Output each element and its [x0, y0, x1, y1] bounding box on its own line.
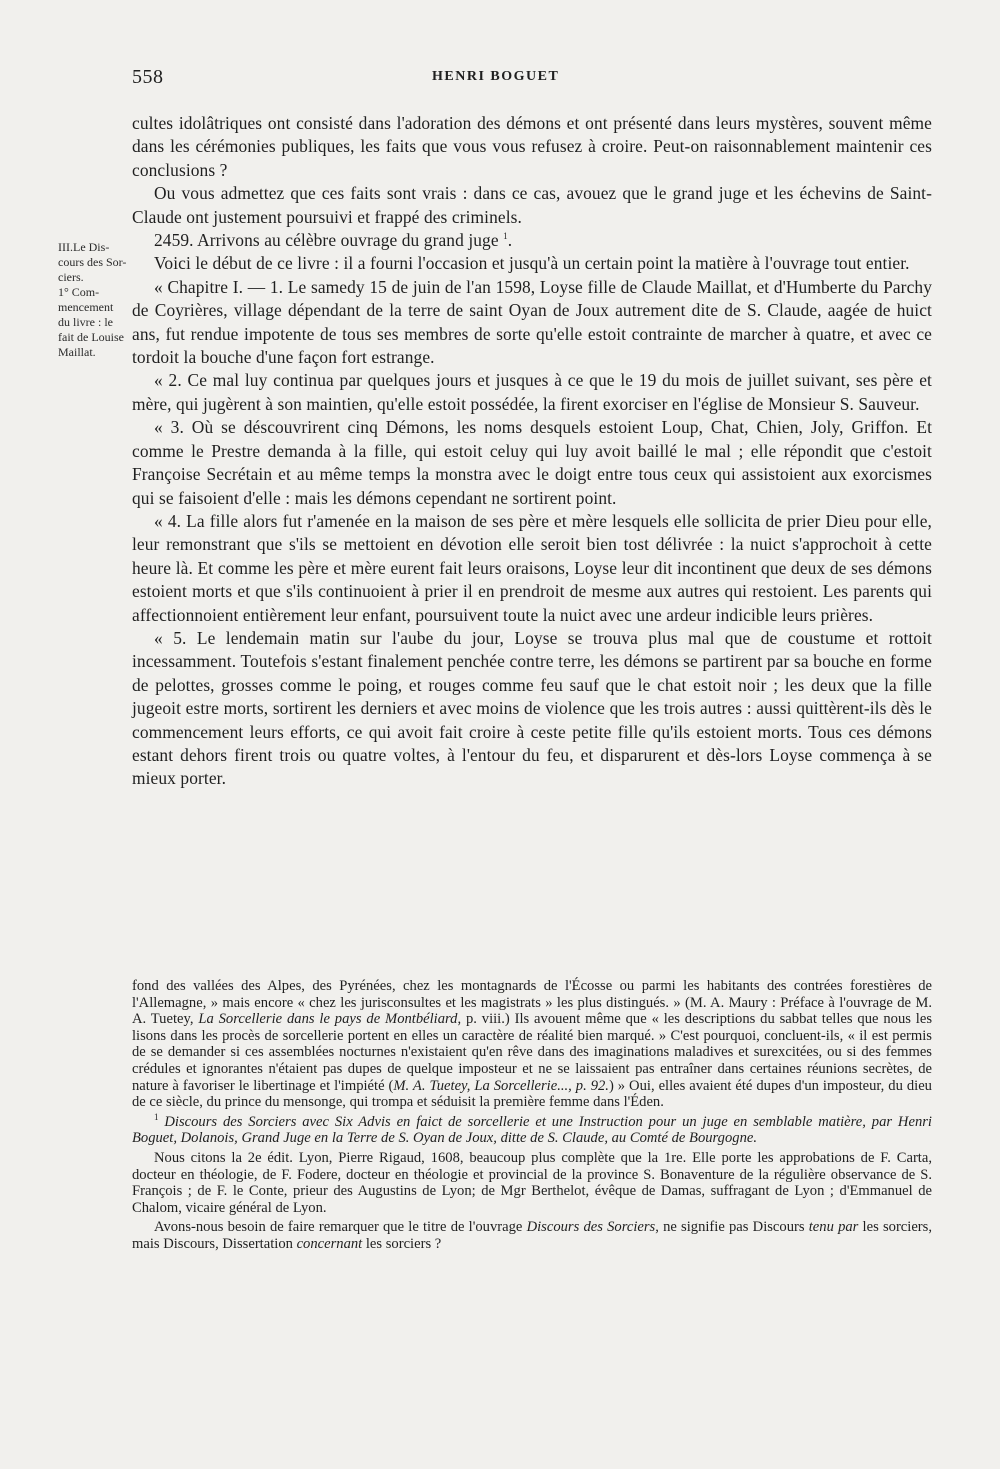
footnote-paragraph: Nous citons la 2e édit. Lyon, Pierre Rigaud, 1608, beaucoup plus complète que la 1re. Elle porte les approbations de F. Carta, docteur en théologie, de F. Fodere, docteur en théologie et provincial de la province S. Bonaventure de la régulière observance de S. François ; de F. le Conte, prieur des Augustins de Lyon; de Mgr Berthelot, évêque de Damas, suffragant de Lyon ; d'Emmanuel de Chalom, vicaire général de Lyon. — [132, 1149, 932, 1216]
paragraph: « 5. Le lendemain matin sur l'aube du jour, Loyse se trouva plus mal que de coustume et rottoit incessamment. Toutefois s'estant finalement penchée contre terre, les démons se partirent par sa bouche en forme de pelottes, grosses comme le poing, et rouges comme feu sauf que le chat estoit noir ; les deux que la fille jugeoit estre morts, sortirent les derniers et avec moins de violence que les trois autres : aussi quittèrent-ils dès le commencement leurs efforts, ce qui avoit fait croire à ceste petite fille qu'ils estoient morts. Tous ces démons estant dehors firent trois ou quatre voltes, à l'entour du feu, et disparurent et dès-lors Loyse commença à se mieux porter. — [132, 627, 932, 789]
footnote-1 — [132, 1111, 932, 1147]
punctuation: . — [507, 230, 513, 251]
section-text: 2459. Arrivons au célèbre ouvrage du grand juge — [154, 230, 499, 251]
margin-note-line: du livre : le — [58, 315, 113, 329]
paragraph: cultes idolâtriques ont consisté dans l'adoration des démons et ont présenté dans leurs mystères, souvent même dans les cérémonies publiques, les faits que vous vous refusez à croire. Peut-on raisonnablement maintenir ces conclusions ? — [132, 113, 932, 180]
section-heading-paragraph — [132, 229, 932, 252]
margin-note-line: Maillat. — [58, 345, 96, 359]
margin-note-line: mencement — [58, 300, 114, 314]
footnote-italic: La Sorcellerie dans le pays de Montbéliard — [198, 1011, 458, 1028]
margin-note-line: fait de Louise — [58, 330, 124, 344]
footnote-italic: Discours des Sorciers — [526, 1219, 656, 1236]
paragraph: « 4. La fille alors fut r'amenée en la maison de ses père et mère lesquels elle sollicita de prier Dieu pour elle, leur remonstrant que s'ils se mettoient en dévotion elle seroit bien tost délivrée : la nuict s'approchoit à cette heure là. Et comme les père et mère eurent fait leurs oraisons, Loyse leur dit incontinent que deux de ses démons estoient morts et que s'ils continuoient à prier il en prendroit de mesme aux autres qui restoient. Les parents qui affectionnoient entièrement leur enfant, poursuivent toute la nuict avec une ardeur indicible leurs prières. — [132, 510, 932, 625]
footnote-text: , p. viii.) Ils avouent même que « les descriptions du sabbat telles que nous les lisons dans les procès de sorcellerie portent en elles un caractère de réalité bien marqué. » C'est pourquoi, concluent-ils, « il est permis de se demander si ces assemblées nocturnes n'existaient qu'en rêve dans des imaginations maladives et surexcitées, ou si des femmes crédules et ignorantes n'étaient pas dupes de quelque imposteur et ne se laissaient pas entraîner dans certaines réunions secrètes, de nature à favoriser le libertinage et l'impiété ( — [132, 1011, 932, 1094]
footnote-text: fond des vallées des Alpes, des Pyrénées, chez les montagnards de l'Écosse ou parmi les habitants des contrées forestières de l'Allemagne, » mais encore « chez les jurisconsultes et les magistrats » les plus distingués. » (M. A. Maury : Préface à l'ouvrage de M. A. Tuetey, — [132, 978, 932, 1028]
paragraph: Ou vous admettez que ces faits sont vrais : dans ce cas, avouez que le grand juge et les échevins de Saint-Claude ont justement poursuivi et frappé des criminels. — [132, 183, 932, 227]
footnote-ref: 1 — [503, 231, 508, 242]
footnote-italic: concernant — [296, 1235, 363, 1252]
footnote-text: les sorciers ? — [362, 1235, 442, 1252]
main-text — [132, 112, 932, 791]
footnote-text: , ne signifie pas Discours — [655, 1219, 809, 1236]
running-title: HENRI BOGUET — [432, 69, 560, 84]
footnote-italic: tenu par — [808, 1219, 859, 1236]
paragraph: Voici le début de ce livre : il a fourni l'occasion et jusqu'à un certain point la matière à l'ouvrage tout entier. — [154, 253, 910, 274]
footnote-italic: Discours des Sorciers avec Six Advis en faict de sorcellerie et une Instruction pour un juge en semblable matière, par Henri Boguet, Dolanois, Grand Juge en la Terre de S. Oyan de Joux, ditte de S. Claude, au Comté de Bourgogne. — [132, 1113, 932, 1147]
footnotes — [132, 978, 932, 1253]
paragraph: « 2. Ce mal luy continua par quelques jours et jusques à ce que le 19 du mois de juillet suivant, ses père et mère, qui jugèrent à son maintien, qu'elle estoit possédée, la firent exorciser en l'église de Monsieur S. Sauveur. — [132, 370, 932, 414]
footnote-number: 1 — [154, 1111, 159, 1122]
paragraph: « 3. Où se déscouvrirent cinq Démons, les noms desquels estoient Loup, Chat, Chien, Joly, Griffon. Et comme le Prestre demanda à la fille, qui estoit celuy qui luy avoit baillé le mal ; elle répondit que c'estoit Françoise Secrétain et au même temps la monstra avec le doigt entre tous ceux qui assistoient aux exorcismes qui se faisoient d'elle : mais les démons cependant ne sortirent point. — [132, 417, 932, 508]
margin-note-line: III.Le Dis- — [58, 240, 110, 254]
footnote-text: ) » Oui, elles avaient été dupes d'un imposteur, du dieu de ce siècle, du prince du mensonge, qui trompa et séduisit la première femme dans l'Éden. — [132, 1077, 932, 1111]
page-header — [132, 66, 932, 90]
footnote-text: Avons-nous besoin de faire remarquer que le titre de l'ouvrage — [154, 1219, 527, 1236]
paragraph: « Chapitre I. — 1. Le samedy 15 de juin de l'an 1598, Loyse fille de Claude Maillat, et d'Humberte du Parchy de Coyrières, village dépendant de la terre de saint Oyan de Joux autrement dite de S. Claude, aagée de huict ans, fut rendue impotente de tous ses membres de sorte qu'elle estoit contrainte de marcher à quatre, et avec ce tordoit la bouche d'une façon fort estrange. — [132, 276, 932, 368]
margin-note-line: cours des Sor- — [58, 255, 127, 269]
margin-note-line: ciers. — [58, 270, 84, 284]
footnote-continued — [132, 978, 932, 1111]
page-number: 558 — [132, 66, 164, 88]
footnote-italic: M. A. Tuetey, La Sorcellerie..., p. 92. — [393, 1077, 609, 1094]
footnote-paragraph — [132, 1219, 932, 1252]
footnote-text: les sorciers, mais Discours, Dissertation — [132, 1219, 932, 1252]
margin-note-line: 1° Com- — [58, 285, 100, 299]
margin-note — [58, 240, 128, 360]
